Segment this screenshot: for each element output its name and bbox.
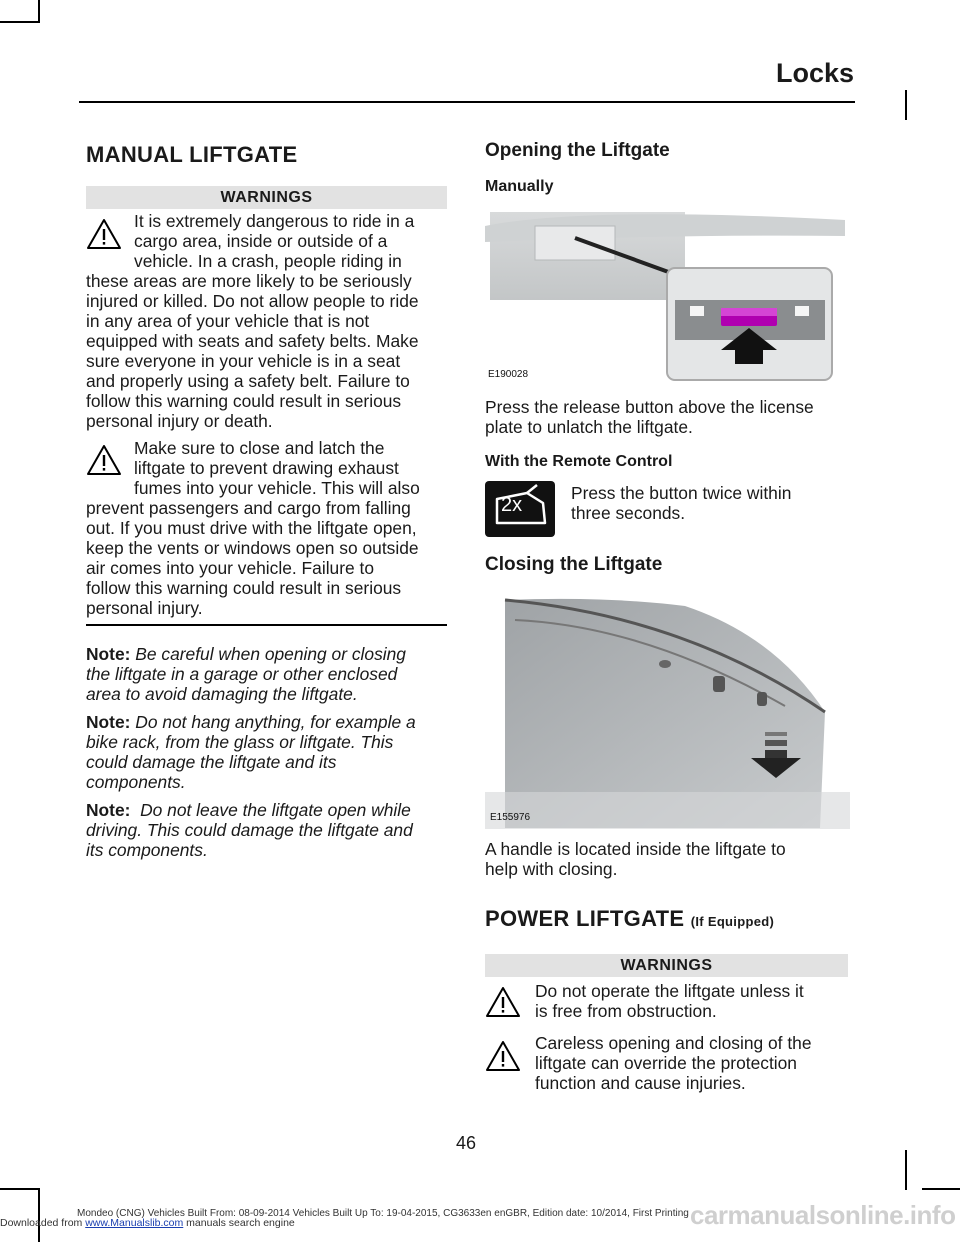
crop-mark <box>0 1188 38 1190</box>
text-line: air comes into your vehicle. Failure to <box>86 558 375 578</box>
note-label: Note: <box>86 644 131 664</box>
note-line: area to avoid damaging the liftgate. <box>86 684 358 704</box>
figure-id: E155976 <box>490 812 531 823</box>
note-label: Note: <box>86 800 131 820</box>
warning-triangle-icon <box>485 986 521 1018</box>
section-title-power-liftgate <box>485 906 774 932</box>
text-line: Make sure to close and latch the <box>134 438 385 458</box>
heading-opening-liftgate: Opening the Liftgate <box>485 140 670 161</box>
crop-mark <box>38 0 40 22</box>
text-line: A handle is located inside the liftgate to <box>485 839 786 859</box>
text-line: Do not operate the liftgate unless it <box>535 981 804 1001</box>
note-text: Do not leave the liftgate open while <box>140 800 411 820</box>
text-line: keep the vents or windows open so outside <box>86 538 419 558</box>
note-line: driving. This could damage the liftgate and <box>86 820 413 840</box>
note-line: its components. <box>86 840 208 860</box>
text-line: these areas are more likely to be seriously <box>86 271 412 291</box>
liftgate-release-button-illustration <box>485 206 850 384</box>
note-line <box>86 801 411 821</box>
text-line: injured or killed. Do not allow people to ride <box>86 291 419 311</box>
warning-triangle-icon <box>485 1040 521 1072</box>
text-line: follow this warning could result in serious <box>86 578 402 598</box>
manualslib-link[interactable]: www.Manualslib.com <box>85 1217 184 1229</box>
text-line: in any area of your vehicle that is not <box>86 311 370 331</box>
watermark: carmanualsonline.info <box>690 1200 956 1230</box>
section-title-manual-liftgate: MANUAL LIFTGATE <box>86 142 298 167</box>
note-line: the liftgate in a garage or other enclosed <box>86 664 398 684</box>
warnings-header: WARNINGS <box>86 186 447 209</box>
text-line: fumes into your vehicle. This will also <box>134 478 420 498</box>
warning-triangle-icon <box>86 218 122 250</box>
text-line: Careless opening and closing of the <box>535 1033 812 1053</box>
text-line: liftgate to prevent drawing exhaust <box>134 458 399 478</box>
note-text: Be careful when opening or closing <box>135 644 406 664</box>
warning-triangle-icon <box>86 444 122 476</box>
text-line: Press the button twice within <box>571 483 792 503</box>
text-line: is free from obstruction. <box>535 1001 717 1021</box>
note-line: bike rack, from the glass or liftgate. This <box>86 732 394 752</box>
text-line: sure everyone in your vehicle is in a seat <box>86 351 401 371</box>
crop-mark <box>922 1188 960 1190</box>
text-line: prevent passengers and cargo from falling <box>86 498 411 518</box>
text-line: function and cause injuries. <box>535 1073 746 1093</box>
text-line: vehicle. In a crash, people riding in <box>134 251 402 271</box>
if-equipped-label: (If Equipped) <box>690 914 775 929</box>
footer-prefix: Downloaded from <box>0 1217 86 1229</box>
page-number: 46 <box>455 1133 477 1153</box>
text-line: personal injury or death. <box>86 411 273 431</box>
text-line: liftgate can override the protection <box>535 1053 797 1073</box>
text-line: out. If you must drive with the liftgate open, <box>86 518 417 538</box>
text-line: follow this warning could result in serious <box>86 391 402 411</box>
remote-icon-label: 2x <box>501 494 523 516</box>
crop-mark <box>905 90 907 120</box>
note-line <box>86 713 416 733</box>
crop-mark <box>0 21 40 23</box>
note-line: could damage the liftgate and its <box>86 752 337 772</box>
text-line: and properly using a safety belt. Failure to <box>86 371 410 391</box>
note-text: Do not hang anything, for example a <box>135 712 416 732</box>
heading-manually: Manually <box>485 178 554 195</box>
note-line: components. <box>86 772 186 792</box>
figure-id: E190028 <box>488 369 529 380</box>
heading-closing-liftgate: Closing the Liftgate <box>485 554 663 575</box>
text-line: equipped with seats and safety belts. Make <box>86 331 419 351</box>
remote-liftgate-button-icon <box>485 481 555 537</box>
text-line: personal injury. <box>86 598 203 618</box>
text-line: Press the release button above the license <box>485 397 814 417</box>
power-liftgate-title: POWER LIFTGATE <box>485 906 685 931</box>
text-line: cargo area, inside or outside of a <box>134 231 388 251</box>
page-header-title: Locks <box>775 58 854 88</box>
text-line: plate to unlatch the liftgate. <box>485 417 693 437</box>
warnings-header: WARNINGS <box>485 954 848 977</box>
note-label: Note: <box>86 712 131 732</box>
warnings-end-rule <box>86 624 447 626</box>
header-rule <box>79 101 855 103</box>
text-line: help with closing. <box>485 859 618 879</box>
liftgate-interior-handle-illustration <box>485 596 850 829</box>
text-line: It is extremely dangerous to ride in a <box>134 211 415 231</box>
crop-mark <box>905 1150 907 1190</box>
footer-vehicle-info: Mondeo (CNG) Vehicles Built From: 08-09-2014 Vehicles Built Up To: 19-04-2015, CG3633en enGBR, Edition date: 10/2014, First Printing <box>77 1208 689 1219</box>
crop-mark <box>38 1188 40 1242</box>
note-line <box>86 645 406 665</box>
heading-remote-control: With the Remote Control <box>485 453 673 470</box>
text-line: three seconds. <box>571 503 686 523</box>
footer-suffix: manuals search engine <box>183 1217 295 1229</box>
